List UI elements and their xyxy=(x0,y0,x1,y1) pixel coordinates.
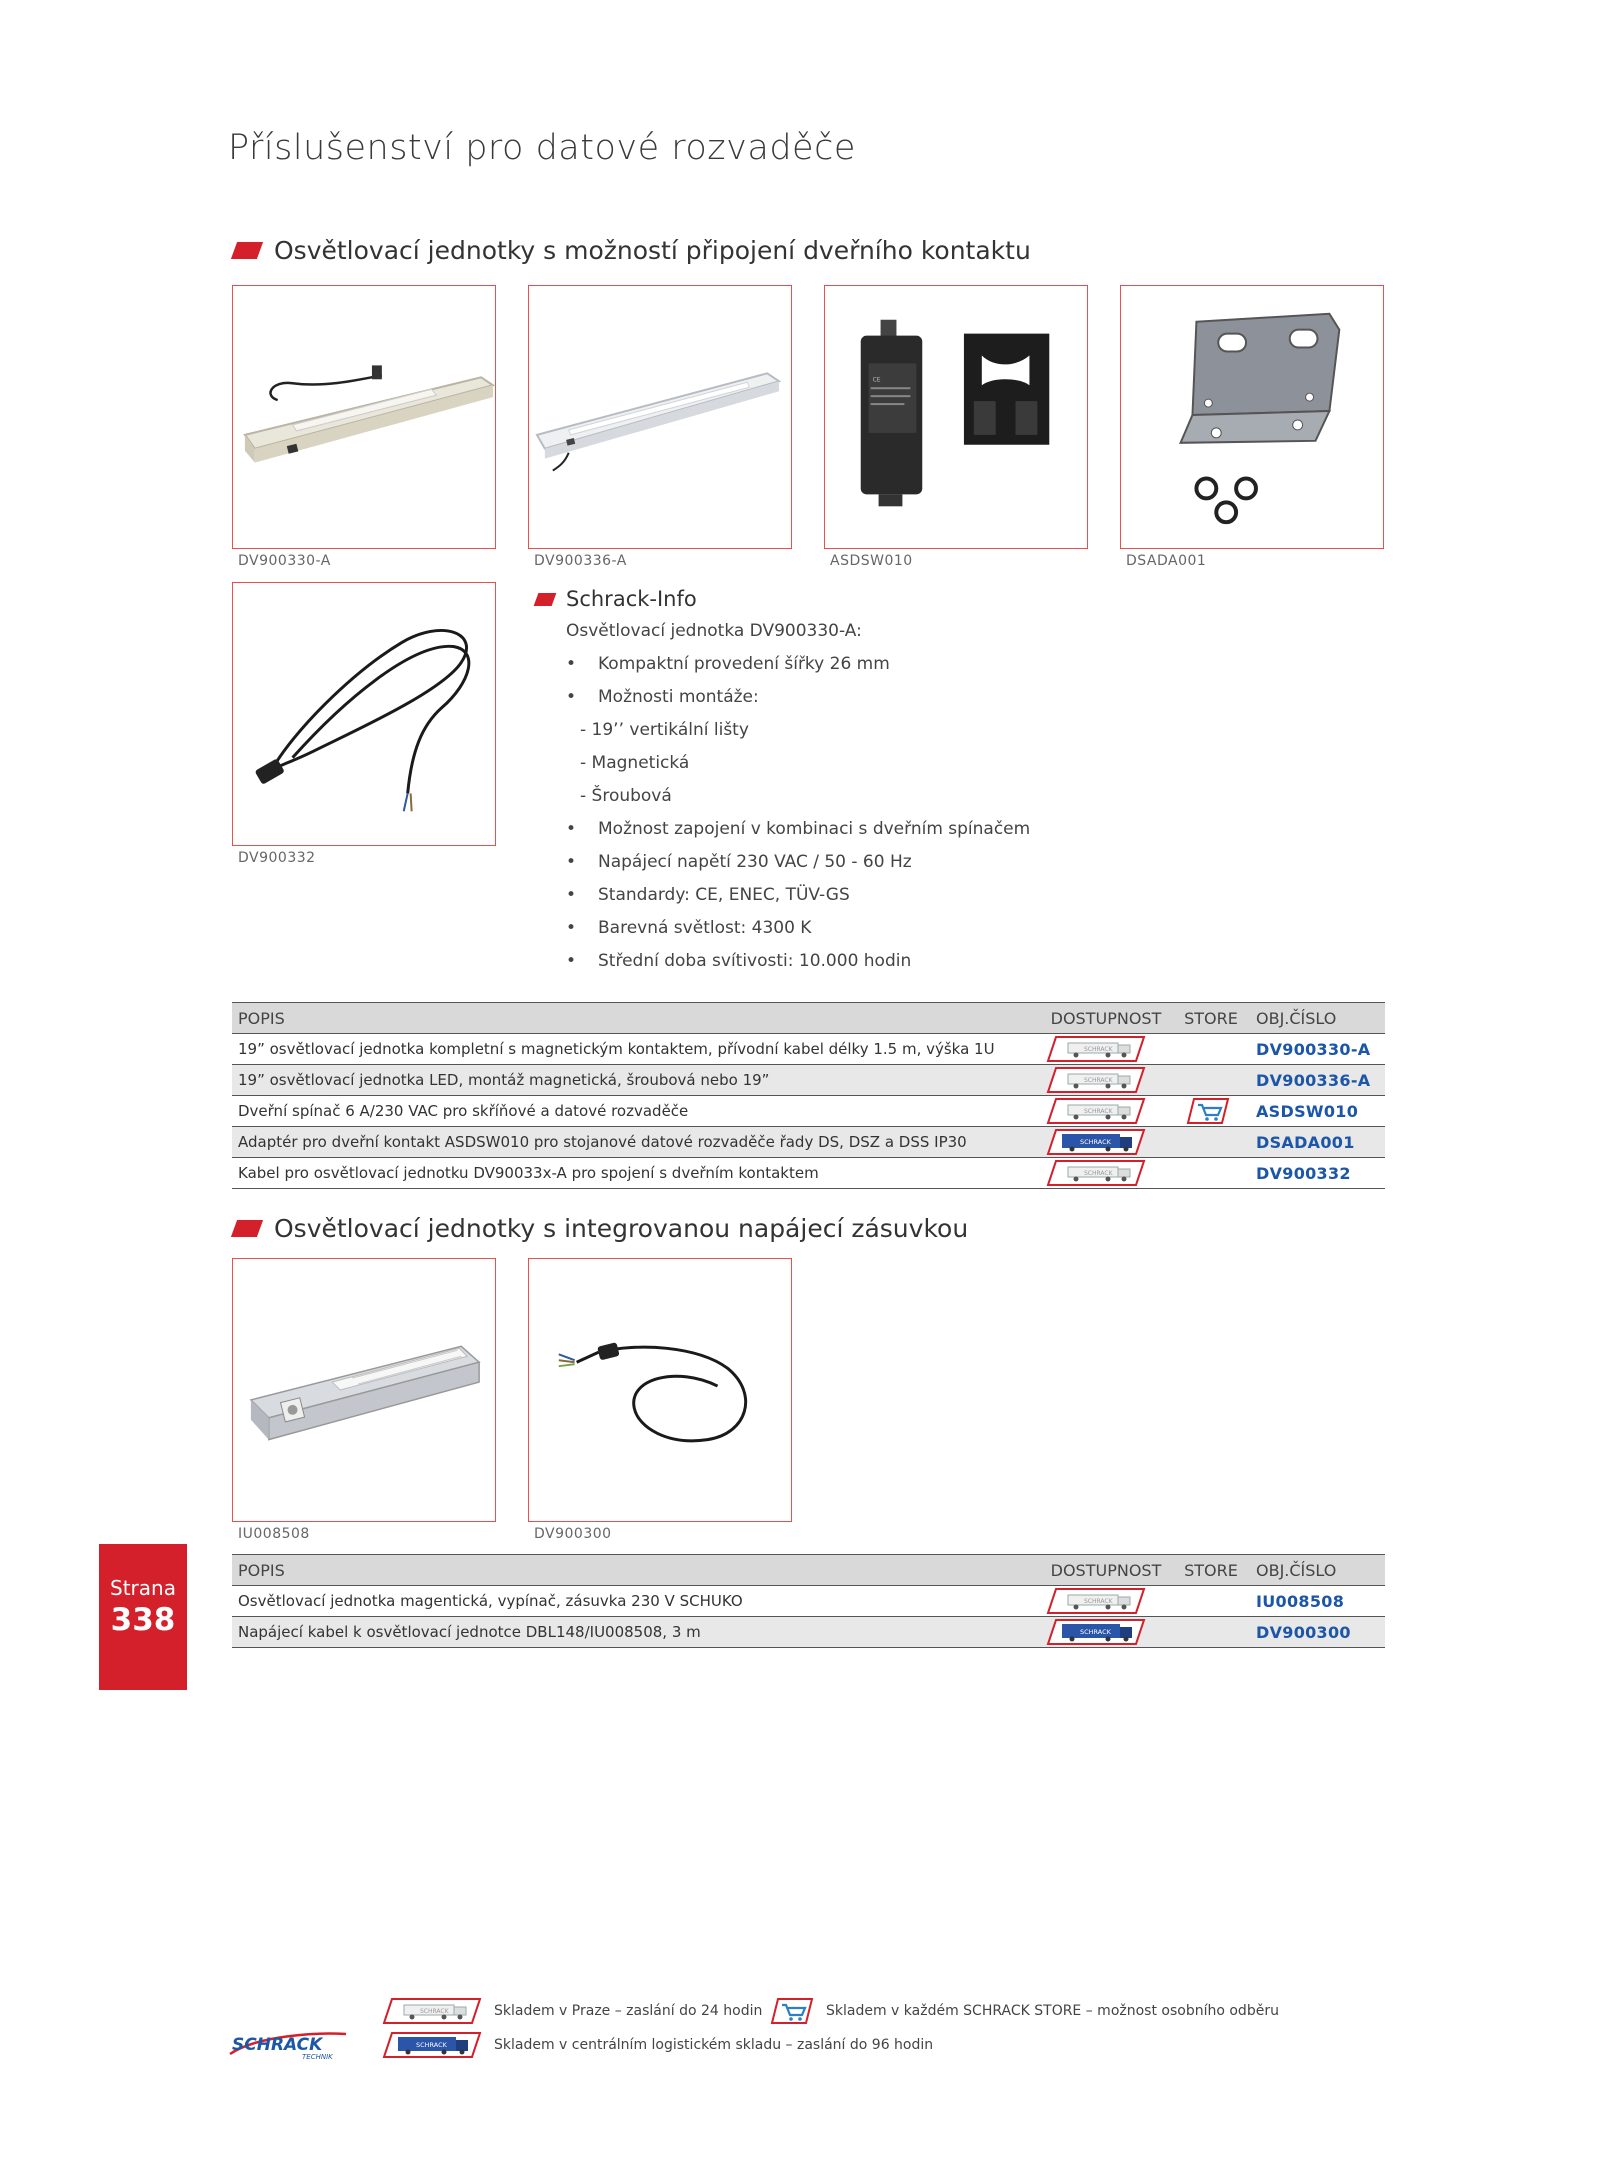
table-row xyxy=(232,1034,1385,1065)
prague-truck-icon xyxy=(1046,1097,1146,1125)
central-truck-icon xyxy=(1046,1128,1146,1156)
store-cart-icon xyxy=(770,1997,814,2025)
order-code-link[interactable]: DV900332 xyxy=(1250,1158,1385,1189)
order-code-link[interactable]: DV900330-A xyxy=(1250,1034,1385,1065)
table-row xyxy=(232,1065,1385,1096)
mounting-bracket-icon xyxy=(1121,286,1383,548)
section-title-text: Osvětlovací jednotky s integrovanou napájecí zásuvkou xyxy=(274,1214,969,1243)
info-line: - 19’’ vertikální lišty xyxy=(580,720,749,740)
schrack-info-list xyxy=(566,621,1030,984)
row-description: 19” osvětlovací jednotka kompletní s magnetickým kontaktem, přívodní kabel délky 1.5 m, výška 1U xyxy=(232,1034,1040,1065)
header-popis: POPIS xyxy=(232,1555,1040,1586)
section-title-door-contact xyxy=(234,236,1031,265)
legend-text: Skladem v každém SCHRACK STORE – možnost osobního odběru xyxy=(826,2003,1279,2019)
info-line: • Napájecí napětí 230 VAC / 50 - 60 Hz xyxy=(566,852,912,872)
product-code-label: DV900332 xyxy=(238,850,316,866)
table-row xyxy=(232,1158,1385,1189)
store-cell xyxy=(1172,1065,1250,1096)
order-code-link[interactable]: IU008508 xyxy=(1250,1586,1385,1617)
product-image-dv900332 xyxy=(232,582,496,846)
product-image-iu008508 xyxy=(232,1258,496,1522)
order-code-link[interactable]: DSADA001 xyxy=(1250,1127,1385,1158)
page-number: 338 xyxy=(110,1602,176,1638)
availability-cell xyxy=(1040,1586,1172,1617)
product-code-label: IU008508 xyxy=(238,1526,310,1542)
store-cell xyxy=(1172,1158,1250,1189)
schrack-info-title xyxy=(536,587,697,611)
table-row xyxy=(232,1096,1385,1127)
product-code-label: DV900330-A xyxy=(238,553,331,569)
legend-text: Skladem v centrálním logistickém skladu – zaslání do 96 hodin xyxy=(494,2037,934,2053)
product-code-label: DSADA001 xyxy=(1126,553,1207,569)
section-title-integrated-socket xyxy=(234,1214,968,1243)
header-objcislo: OBJ.ČÍSLO xyxy=(1250,1003,1385,1034)
product-table-2 xyxy=(232,1554,1385,1648)
row-description: Dveřní spínač 6 A/230 VAC pro skříňové a datové rozvaděče xyxy=(232,1096,1040,1127)
section-marker-icon xyxy=(231,242,263,259)
header-dostupnost: DOSTUPNOST xyxy=(1040,1003,1172,1034)
header-store: STORE xyxy=(1172,1555,1250,1586)
store-cart-icon xyxy=(1186,1097,1230,1125)
light-with-socket-icon xyxy=(233,1259,495,1521)
page-number-tab xyxy=(99,1544,187,1690)
table-row xyxy=(232,1617,1385,1648)
info-line: • Kompaktní provedení šířky 26 mm xyxy=(566,654,890,674)
prague-truck-icon xyxy=(1046,1035,1146,1063)
order-code-link[interactable]: DV900336-A xyxy=(1250,1065,1385,1096)
prague-truck-icon xyxy=(382,1997,482,2025)
prague-truck-icon xyxy=(1046,1159,1146,1187)
section-marker-icon xyxy=(231,1220,263,1237)
product-image-dv900300 xyxy=(528,1258,792,1522)
schrack-logo-icon xyxy=(226,2028,350,2062)
door-switch-icon xyxy=(825,286,1087,548)
product-code-label: ASDSW010 xyxy=(830,553,913,569)
row-description: Osvětlovací jednotka magentická, vypínač, zásuvka 230 V SCHUKO xyxy=(232,1586,1040,1617)
info-marker-icon xyxy=(534,593,557,606)
header-dostupnost: DOSTUPNOST xyxy=(1040,1555,1172,1586)
info-line: • Možnosti montáže: xyxy=(566,687,759,707)
info-line: - Šroubová xyxy=(580,786,672,806)
product-code-label: DV900336-A xyxy=(534,553,627,569)
header-store: STORE xyxy=(1172,1003,1250,1034)
led-light-bar-icon xyxy=(529,286,791,548)
schrack-info-title-text: Schrack-Info xyxy=(566,587,697,611)
store-cell xyxy=(1172,1034,1250,1065)
logo-subtext: TECHNIK xyxy=(302,2053,333,2061)
svg-text:CE: CE xyxy=(872,376,881,384)
logo-text: SCHRACK xyxy=(232,2035,323,2055)
availability-cell xyxy=(1040,1127,1172,1158)
availability-cell xyxy=(1040,1065,1172,1096)
table-row xyxy=(232,1127,1385,1158)
product-image-asdsw010 xyxy=(824,285,1088,549)
availability-cell xyxy=(1040,1158,1172,1189)
store-cell xyxy=(1172,1586,1250,1617)
header-objcislo: OBJ.ČÍSLO xyxy=(1250,1555,1385,1586)
power-cable-icon xyxy=(529,1259,791,1521)
info-line: • Standardy: CE, ENEC, TÜV-GS xyxy=(566,885,850,905)
row-description: Adaptér pro dveřní kontakt ASDSW010 pro stojanové datové rozvaděče řady DS, DSZ a DSS IP30 xyxy=(232,1127,1040,1158)
availability-cell xyxy=(1040,1096,1172,1127)
store-cell xyxy=(1172,1096,1250,1127)
page-tab-label: Strana xyxy=(110,1576,176,1600)
page-title: Příslušenství pro datové rozvaděče xyxy=(228,128,856,168)
availability-cell xyxy=(1040,1034,1172,1065)
central-truck-icon xyxy=(382,2031,482,2059)
connection-cable-icon xyxy=(233,583,495,845)
table-header-row xyxy=(232,1003,1385,1034)
header-popis: POPIS xyxy=(232,1003,1040,1034)
product-image-dv900330a xyxy=(232,285,496,549)
prague-truck-icon xyxy=(1046,1066,1146,1094)
order-code-link[interactable]: ASDSW010 xyxy=(1250,1096,1385,1127)
product-table-1 xyxy=(232,1002,1385,1189)
info-line: Osvětlovací jednotka DV900330-A: xyxy=(566,621,862,641)
order-code-link[interactable]: DV900300 xyxy=(1250,1617,1385,1648)
row-description: Napájecí kabel k osvětlovací jednotce DBL148/IU008508, 3 m xyxy=(232,1617,1040,1648)
schrack-logo xyxy=(226,2028,350,2062)
info-line: • Možnost zapojení v kombinaci s dveřním spínačem xyxy=(566,819,1031,839)
availability-cell xyxy=(1040,1617,1172,1648)
table-header-row xyxy=(232,1555,1385,1586)
section-title-text: Osvětlovací jednotky s možností připojení dveřního kontaktu xyxy=(274,236,1031,265)
product-image-dsada001 xyxy=(1120,285,1384,549)
info-line: • Střední doba svítivosti: 10.000 hodin xyxy=(566,951,912,971)
legend-text: Skladem v Praze – zaslání do 24 hodin xyxy=(494,2003,763,2019)
product-image-dv900336a xyxy=(528,285,792,549)
info-line: • Barevná světlost: 4300 K xyxy=(566,918,812,938)
store-cell xyxy=(1172,1127,1250,1158)
info-line: - Magnetická xyxy=(580,753,690,773)
central-truck-icon xyxy=(1046,1618,1146,1646)
prague-truck-icon xyxy=(1046,1587,1146,1615)
row-description: 19” osvětlovací jednotka LED, montáž magnetická, šroubová nebo 19” xyxy=(232,1065,1040,1096)
table-row xyxy=(232,1586,1385,1617)
store-cell xyxy=(1172,1617,1250,1648)
row-description: Kabel pro osvětlovací jednotku DV90033x-A pro spojení s dveřním kontaktem xyxy=(232,1158,1040,1189)
product-code-label: DV900300 xyxy=(534,1526,612,1542)
fluorescent-light-with-plug-icon xyxy=(233,286,495,548)
